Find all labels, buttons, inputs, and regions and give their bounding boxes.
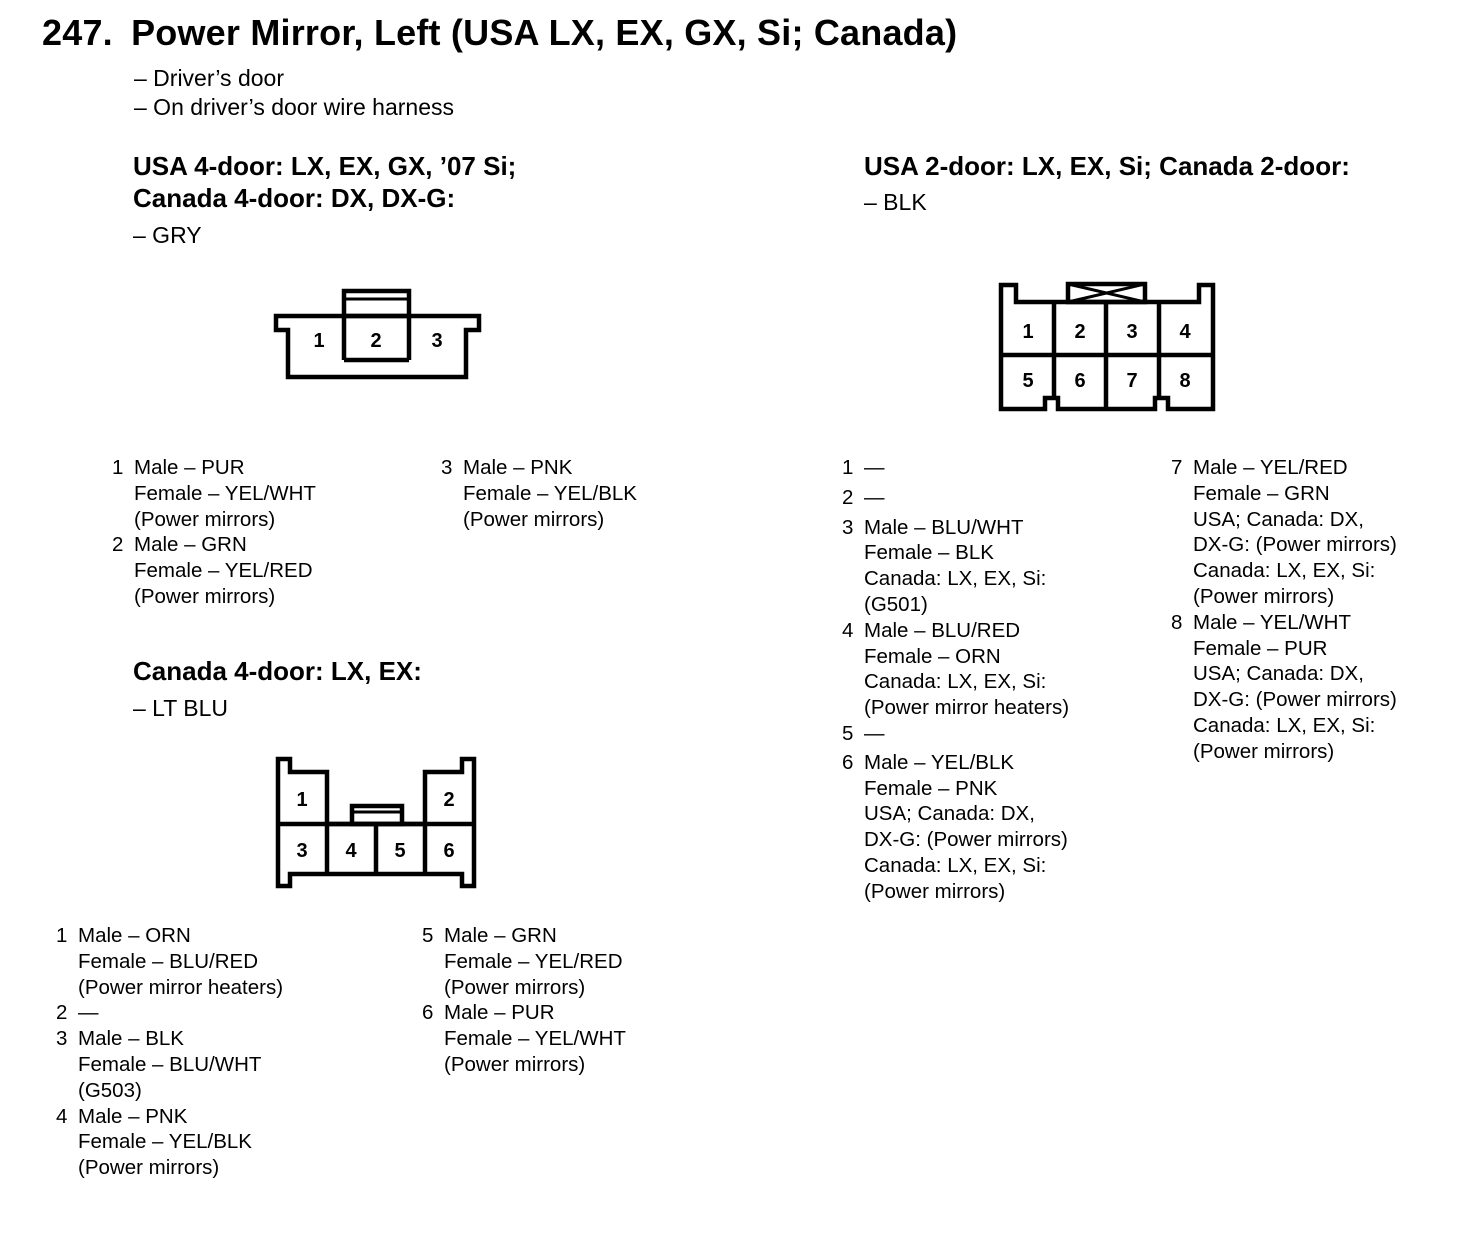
pin-number: 4: [842, 618, 854, 642]
cavity-label: 5: [394, 840, 406, 862]
pin-entry: [1171, 610, 1397, 765]
cavity-label: 1: [1022, 321, 1034, 343]
title-number: 247.: [42, 12, 113, 53]
cavity-label: 3: [296, 840, 308, 862]
pin-line: Female – BLK: [864, 541, 994, 565]
pin-line: Female – YEL/WHT: [444, 1027, 626, 1051]
pin-line: Male – PUR: [134, 456, 245, 479]
pin-number: 3: [441, 456, 453, 479]
pin-line: —: [864, 721, 885, 745]
cavity-label: 3: [431, 330, 443, 352]
pin-line: DX-G: (Power mirrors): [1193, 533, 1397, 557]
pin-line: Female – PUR: [1193, 636, 1328, 660]
pin-line: Female – PNK: [864, 776, 998, 800]
pin-line: (Power mirrors): [864, 879, 1006, 903]
cavity-label: 4: [345, 840, 357, 862]
pin-number: 1: [112, 456, 124, 479]
cavity-label: 7: [1126, 370, 1138, 392]
connector-header-line: USA 4-door: LX, EX, GX, ’07 Si;: [133, 151, 517, 181]
pin-line: Female – YEL/RED: [134, 559, 313, 583]
cavity-label: 2: [370, 330, 382, 352]
pin-line: Male – BLU/WHT: [864, 515, 1024, 539]
title-text: Power Mirror, Left (USA LX, EX, GX, Si; Canada): [131, 12, 958, 53]
pin-entry: [842, 455, 1069, 481]
pin-line: Male – PNK: [463, 456, 573, 479]
pin-number: 3: [842, 515, 854, 539]
connector-header-line: Canada 4-door: DX, DX-G:: [133, 183, 456, 213]
pin-line: (Power mirror heaters): [864, 696, 1070, 720]
pin-entry: [1171, 455, 1397, 610]
connector-color: – GRY: [133, 222, 202, 248]
pin-line: USA; Canada: DX,: [864, 802, 1035, 826]
pin-line: Male – PUR: [444, 1001, 555, 1025]
pin-line: Female – YEL/BLK: [463, 481, 637, 505]
cavity-label: 6: [443, 840, 455, 862]
pin-line: Female – YEL/BLK: [78, 1130, 252, 1154]
cavity-label: 2: [1074, 321, 1086, 343]
pin-line: (Power mirrors): [444, 1052, 586, 1076]
pin-line: Female – BLU/WHT: [78, 1052, 262, 1076]
pin-number: 7: [1171, 456, 1183, 479]
pin-number: 5: [422, 924, 434, 947]
pin-entry: [842, 750, 1069, 905]
pin-line: Male – YEL/WHT: [1193, 610, 1351, 634]
cavity-label: 1: [313, 330, 325, 352]
location-line: – On driver’s door wire harness: [134, 94, 455, 120]
pin-entry: [842, 721, 1069, 747]
pin-line: Male – YEL/RED: [1193, 456, 1348, 479]
pin-line: USA; Canada: DX,: [1193, 662, 1364, 686]
cavity-label: 1: [296, 789, 308, 811]
pin-line: Canada: LX, EX, Si:: [864, 670, 1047, 694]
pin-number: 5: [842, 721, 854, 745]
pin-line: DX-G: (Power mirrors): [1193, 688, 1397, 712]
pin-line: (G503): [78, 1078, 142, 1102]
pin-line: (Power mirrors): [134, 507, 276, 531]
pin-line: Male – PNK: [78, 1104, 188, 1128]
pin-entry: [842, 618, 1069, 721]
pin-number: 1: [56, 924, 68, 947]
pin-line: (G501): [864, 592, 928, 616]
pin-line: (Power mirrors): [444, 975, 586, 999]
pin-number: 4: [56, 1104, 68, 1128]
pin-line: Male – GRN: [444, 924, 557, 947]
pin-number: 6: [422, 1001, 434, 1025]
cavity-label: 6: [1074, 370, 1086, 392]
pin-number: 8: [1171, 610, 1183, 634]
pin-list: [842, 455, 1069, 905]
pin-line: Female – BLU/RED: [78, 949, 259, 973]
pin-line: (Power mirrors): [78, 1156, 220, 1180]
pin-line: Female – YEL/RED: [444, 949, 623, 973]
pin-line: (Power mirrors): [134, 584, 276, 608]
pin-number: 3: [56, 1027, 68, 1051]
pin-line: USA; Canada: DX,: [1193, 507, 1364, 531]
pin-line: Male – BLU/RED: [864, 618, 1021, 642]
pin-line: Canada: LX, EX, Si:: [1193, 713, 1376, 737]
location-line: – Driver’s door: [134, 65, 284, 91]
pin-number: 6: [842, 750, 854, 774]
pin-line: Female – GRN: [1193, 481, 1330, 505]
cavity-label: 4: [1179, 321, 1191, 343]
cavity-label: 8: [1179, 370, 1191, 392]
pin-line: —: [78, 1001, 99, 1025]
cavity-label: 2: [443, 789, 455, 811]
pin-line: Female – YEL/WHT: [134, 481, 316, 505]
pin-line: Canada: LX, EX, Si:: [1193, 559, 1376, 583]
pin-line: Male – YEL/BLK: [864, 750, 1015, 774]
pin-line: (Power mirrors): [463, 507, 605, 531]
cavity-label: 5: [1022, 370, 1034, 392]
pin-line: (Power mirrors): [1193, 584, 1335, 608]
pin-number: 2: [842, 485, 854, 509]
pin-line: Female – ORN: [864, 644, 1001, 668]
pin-line: Canada: LX, EX, Si:: [864, 853, 1047, 877]
pin-line: Male – BLK: [78, 1027, 184, 1051]
pin-entry: [842, 485, 1069, 511]
pin-line: (Power mirror heaters): [78, 975, 284, 999]
pin-number: 2: [112, 533, 124, 557]
connector-color: – BLK: [864, 189, 927, 215]
cavity-label: 3: [1126, 321, 1138, 343]
pin-line: —: [864, 485, 885, 509]
pin-number: 1: [842, 456, 854, 479]
pin-list: [1171, 455, 1397, 765]
pin-line: (Power mirrors): [1193, 739, 1335, 763]
pin-line: —: [864, 456, 885, 479]
pin-line: Canada: LX, EX, Si:: [864, 567, 1047, 591]
pin-number: 2: [56, 1001, 68, 1025]
connector-header-line: USA 2-door: LX, EX, Si; Canada 2-door:: [864, 151, 1350, 181]
pin-line: Male – GRN: [134, 533, 247, 557]
pin-entry: [842, 515, 1069, 618]
connector-color: – LT BLU: [133, 695, 229, 721]
connector-header-line: Canada 4-door: LX, EX:: [133, 656, 422, 686]
pin-line: Male – ORN: [78, 924, 191, 947]
pin-line: DX-G: (Power mirrors): [864, 828, 1068, 852]
